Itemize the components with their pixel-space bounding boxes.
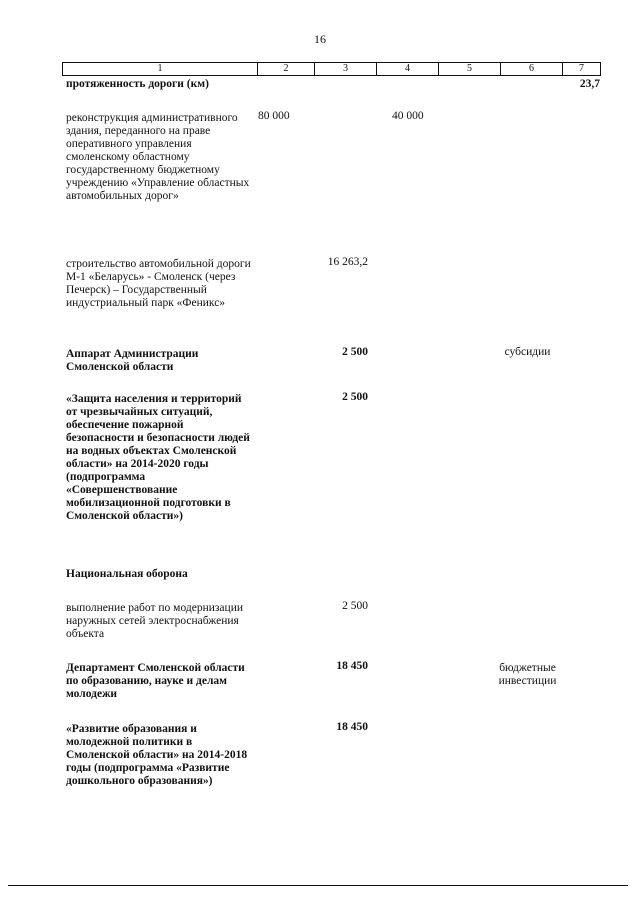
page-number: 16	[314, 32, 326, 46]
row-label: Аппарат Администрации Смоленской области	[66, 348, 199, 373]
row-col2-value: 80 000	[258, 110, 290, 122]
row-col6-value: бюджетные инвестиции	[498, 662, 557, 687]
header-col-4: 4	[377, 63, 439, 75]
header-col-6: 6	[501, 63, 563, 75]
header-col-3: 3	[315, 63, 377, 75]
row-label: Департамент Смоленской области по образованию, науке и делам молодежи	[66, 662, 245, 700]
row-col3-value: 16 263,2	[327, 256, 368, 268]
row-col3-value: 2 500	[342, 346, 368, 358]
row-label: Национальная оборона	[66, 568, 188, 580]
table-header	[62, 62, 601, 76]
header-col-5: 5	[439, 63, 501, 75]
row-label: реконструкция административного здания, переданного на праве оперативного управления смоленскому областному государственному бюджетному учреждению «Управление областных автомобильных дорог»	[66, 112, 250, 202]
header-col-7: 7	[579, 63, 584, 74]
footer-divider	[8, 885, 628, 886]
row-col3-value: 18 450	[336, 660, 368, 672]
row-label: протяженность дороги (км)	[66, 78, 209, 90]
header-col-2: 2	[258, 63, 315, 75]
row-col4-value: 40 000	[392, 110, 424, 122]
row-label: «Защита населения и территорий от чрезвычайных ситуаций, обеспечение пожарной безопасности и безопасности людей на водных объектах Смоленской области» на 2014-2020 годы (подпрограмма «Совершенствование мобилизационной подготовки в Смоленской области»)	[66, 393, 250, 522]
row-label: строительство автомобильной дороги М-1 «Беларусь» - Смоленск (через Печерск) – Государственный индустриальный парк «Феникс»	[66, 258, 251, 309]
header-col-1: 1	[63, 63, 258, 75]
row-col3-value: 18 450	[336, 721, 368, 733]
row-label: выполнение работ по модернизации наружных сетей электроснабжения объекта	[66, 602, 243, 640]
row-col6-value: субсидии	[504, 346, 551, 358]
row-col7-value: 23,7	[579, 78, 600, 90]
row-col3-value: 2 500	[342, 391, 368, 403]
row-label: «Развитие образования и молодежной политики в Смоленской области» на 2014-2018 годы (подпрограмма «Развитие дошкольного образования»)	[66, 723, 248, 787]
row-col3-value: 2 500	[342, 600, 368, 612]
